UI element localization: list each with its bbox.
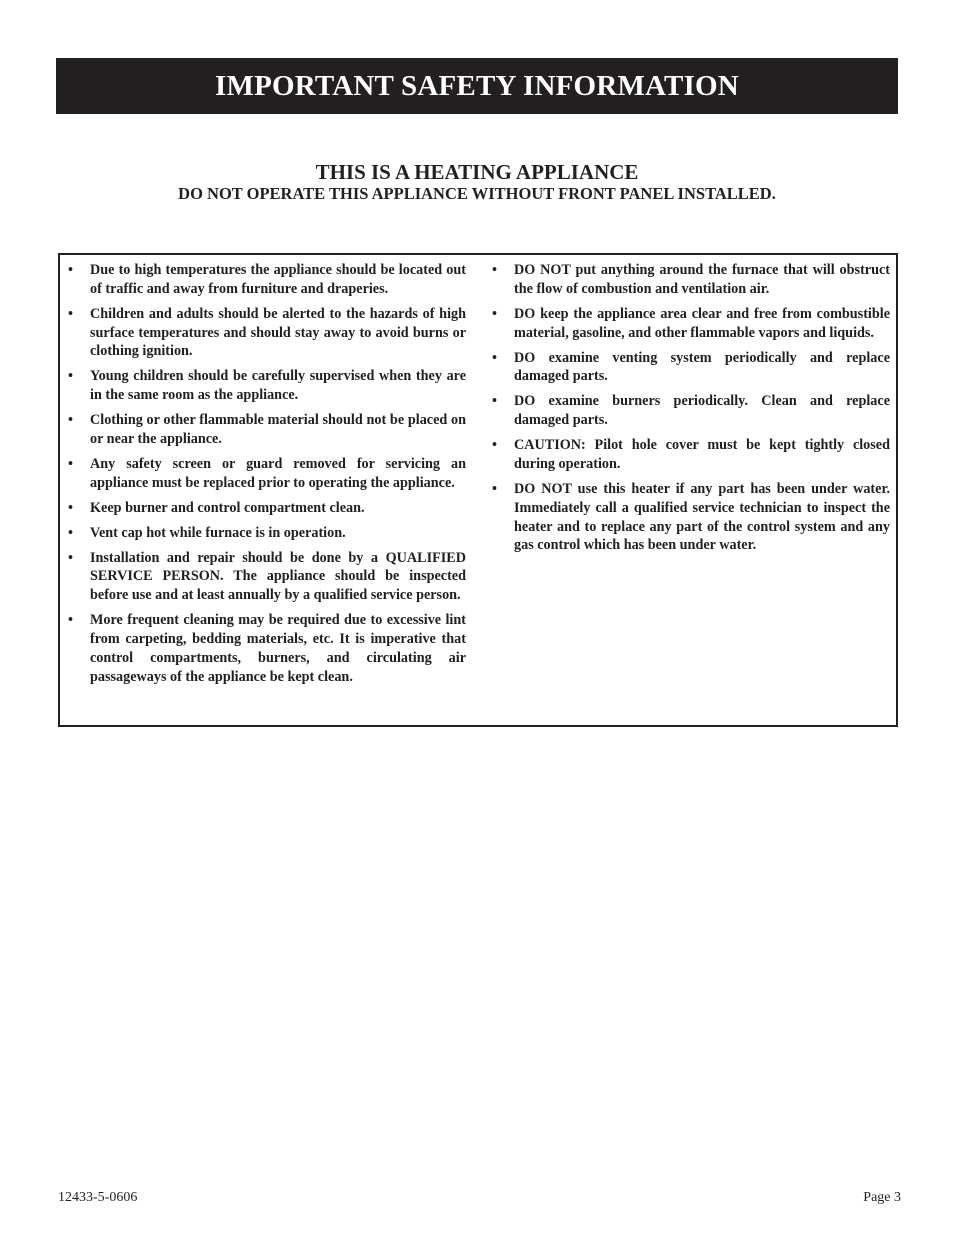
right-column (490, 261, 890, 561)
list-item (68, 261, 466, 299)
bullet-icon: • (492, 437, 497, 454)
list-item (490, 480, 890, 555)
heating-appliance-heading: THIS IS A HEATING APPLIANCE (315, 160, 639, 184)
list-item (68, 455, 466, 493)
banner-title: IMPORTANT SAFETY INFORMATION (215, 69, 739, 102)
list-item (490, 392, 890, 430)
document-number: 12433-5-0606 (58, 1190, 138, 1205)
bullet-icon: • (68, 262, 73, 278)
list-item-text: Young children should be carefully supervised when they are in the same room as the appliance. (90, 368, 466, 404)
bullet-icon: • (68, 499, 73, 516)
left-column (68, 261, 466, 693)
bullet-icon: • (68, 549, 73, 566)
bullet-icon: • (68, 455, 73, 472)
list-item (490, 436, 890, 474)
list-item-text: Vent cap hot while furnace is in operation. (90, 524, 346, 541)
bullet-icon: • (68, 612, 73, 629)
right-bullet-list (490, 261, 890, 555)
list-item (68, 549, 466, 605)
list-item-text: Any safety screen or guard removed for servicing an appliance must be replaced prior to operating the appliance. (90, 455, 466, 491)
list-item-text: Children and adults should be alerted to the hazards of high surface temperatures and should stay away to avoid burns or clothing ignition. (90, 305, 466, 360)
bullet-icon: • (68, 524, 73, 541)
list-item (68, 411, 466, 449)
bullet-icon: • (492, 480, 497, 497)
list-item (68, 524, 466, 543)
safety-list-box (58, 253, 898, 727)
list-item (490, 349, 890, 387)
bullet-icon: • (68, 305, 73, 322)
list-item-text: DO NOT use this heater if any part has been under water. Immediately call a qualified service technician to inspect the heater and to replace any part of the control system and any gas control which has been under water. (514, 480, 890, 554)
bullet-icon: • (68, 412, 73, 429)
list-item-text: DO examine burners periodically. Clean and replace damaged parts. (514, 393, 890, 429)
list-item (68, 367, 466, 405)
bullet-icon: • (68, 368, 73, 385)
front-panel-warning: DO NOT OPERATE THIS APPLIANCE WITHOUT FRONT PANEL INSTALLED. (178, 184, 776, 203)
bullet-icon: • (492, 262, 497, 278)
list-item (68, 611, 466, 686)
list-item-text: DO keep the appliance area clear and free from combustible material, gasoline, and other flammable vapors and liquids. (514, 305, 890, 341)
page-number: Page 3 (863, 1190, 901, 1205)
list-item-text: Installation and repair should be done by a QUALIFIED SERVICE PERSON. The appliance should be inspected before use and at least annually by a qualified service person. (90, 549, 466, 604)
bullet-icon: • (492, 349, 497, 366)
list-item-text: Due to high temperatures the appliance should be located out of traffic and away from furniture and draperies. (90, 262, 466, 297)
list-item-text: Clothing or other flammable material should not be placed on or near the appliance. (90, 412, 466, 447)
list-item-text: More frequent cleaning may be required due to excessive lint from carpeting, bedding materials, etc. It is imperative that control compartments, burners, and circulating air passageways of the appliance be kept clean. (90, 612, 466, 685)
list-item-text: DO examine venting system periodically and replace damaged parts. (514, 349, 890, 385)
list-item (68, 499, 466, 518)
list-item-text: DO NOT put anything around the furnace that will obstruct the flow of combustion and ventilation air. (514, 262, 890, 297)
list-item-text: Keep burner and control compartment clean. (90, 499, 365, 516)
list-item-text: CAUTION: Pilot hole cover must be kept tightly closed during operation. (514, 437, 890, 472)
list-item (68, 305, 466, 361)
bullet-icon: • (492, 305, 497, 322)
left-bullet-list (68, 261, 466, 686)
bullet-icon: • (492, 393, 497, 410)
list-item (490, 305, 890, 343)
list-item (490, 261, 890, 299)
safety-banner (56, 58, 898, 114)
